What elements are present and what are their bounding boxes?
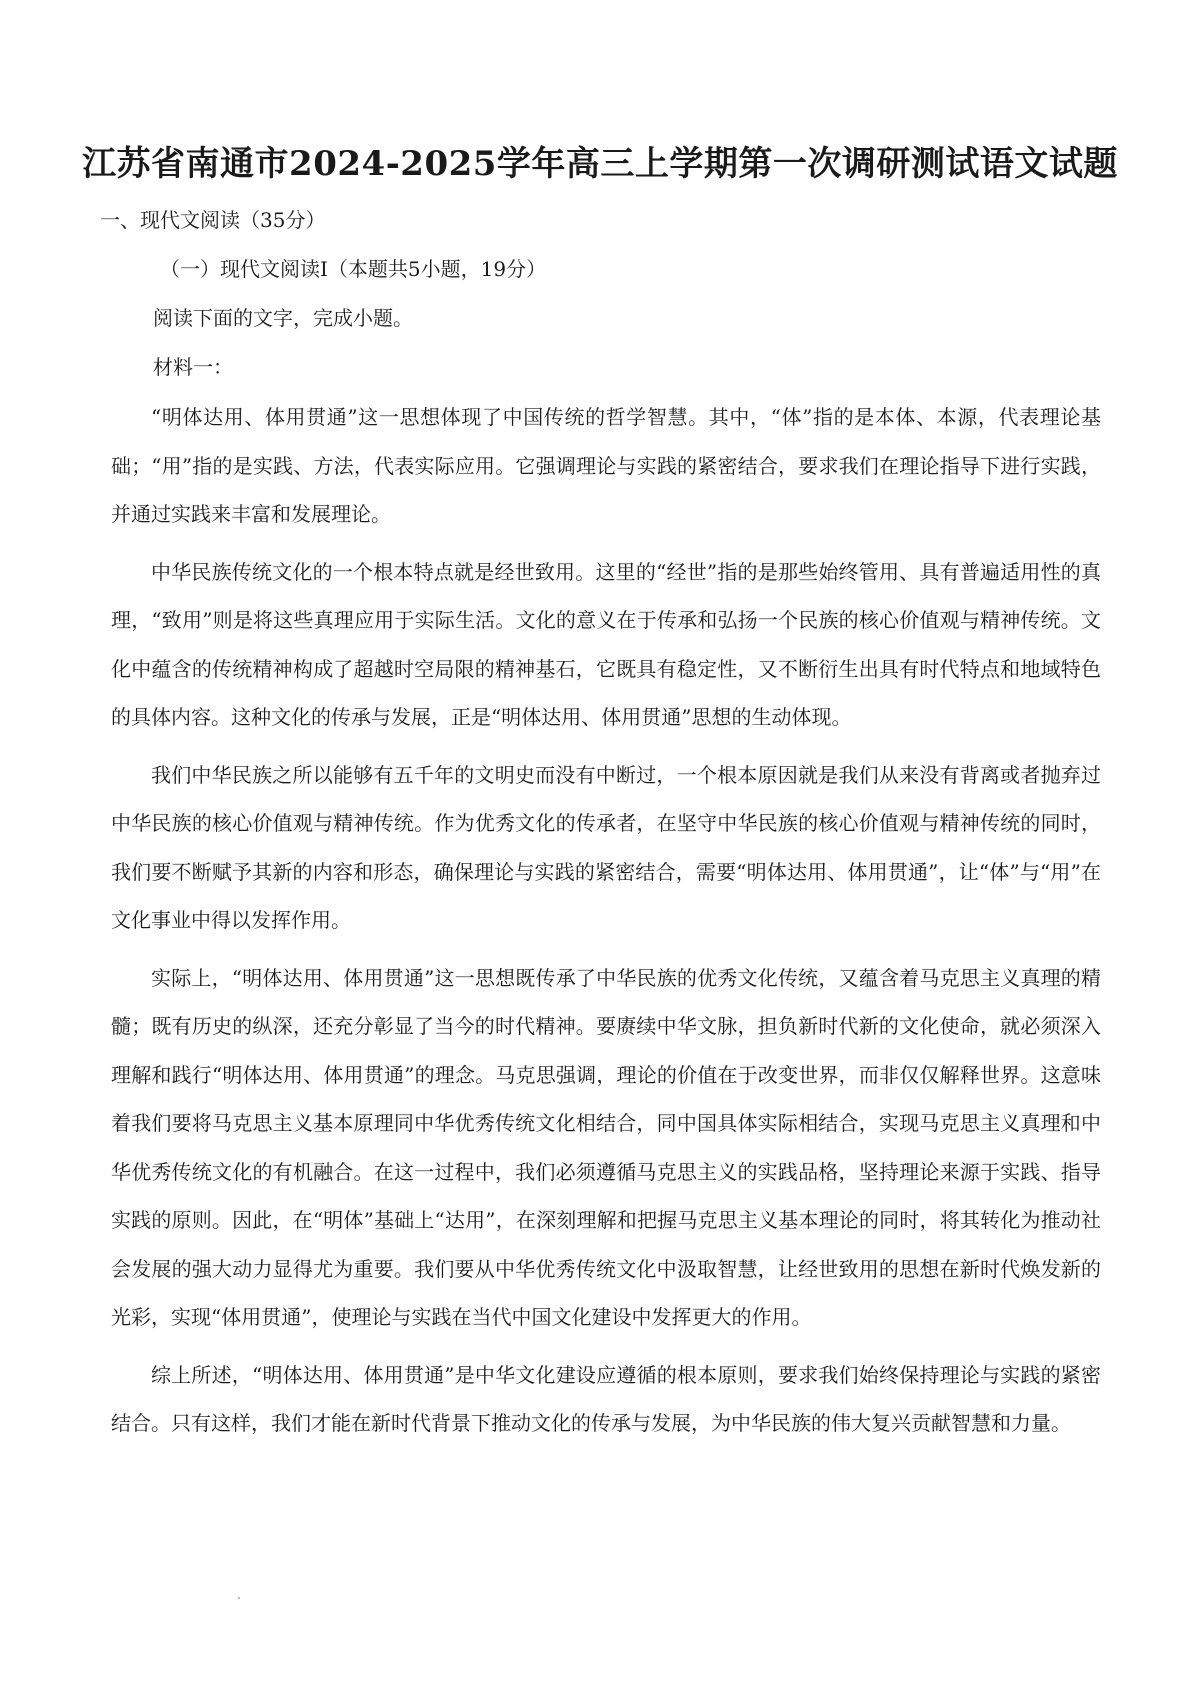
document-title: 江苏省南通市2024-2025学年高三上学期第一次调研测试语文试题 <box>82 144 1118 184</box>
paragraph: 我们中华民族之所以能够有五千年的文明史而没有中断过，一个根本原因就是我们从来没有背离或者抛弃过中华民族的核心价值观与精神传统。作为优秀文化的传承者，在坚守中华民族的核心价值观与精神传统的同时，我们要不断赋予其新的内容和形态，确保理论与实践的紧密结合，需要“明体达用、体用贯通”，让“体”与“用”在文化事业中得以发挥作用。 <box>111 762 1101 932</box>
paragraph: 综上所述，“明体达用、体用贯通”是中华文化建设应遵循的根本原则，要求我们始终保持理论与实践的紧密结合。只有这样，我们才能在新时代背景下推动文化的传承与发展，为中华民族的伟大复兴贡献智慧和力量。 <box>111 1362 1101 1435</box>
material-label: 材料一： <box>153 355 233 379</box>
paragraph: 中华民族传统文化的一个根本特点就是经世致用。这里的“经世”指的是那些始终管用、具有普遍适用性的真理，“致用”则是将这些真理应用于实际生活。文化的意义在于传承和弘扬一个民族的核心价值观与精神传统。文化中蕴含的传统精神构成了超越时空局限的精神基石，它既具有稳定性，又不断衍生出具有时代特点和地域特色的具体内容。这种文化的传承与发展，正是“明体达用、体用贯通”思想的生动体现。 <box>111 559 1101 729</box>
section-heading: 一、现代文阅读（35分） <box>100 208 326 232</box>
subsection-heading: （一）现代文阅读Ⅰ（本题共5小题，19分） <box>160 257 547 281</box>
material-body <box>111 393 1101 1457</box>
scan-speck <box>238 1597 240 1599</box>
paragraph: 实际上，“明体达用、体用贯通”这一思想既传承了中华民族的优秀文化传统，又蕴含着马克思主义真理的精髓；既有历史的纵深，还充分彰显了当今的时代精神。要赓续中华文脉，担负新时代新的文化使命，就必须深入理解和践行“明体达用、体用贯通”的理念。马克思强调，理论的价值在于改变世界，而非仅仅解释世界。这意味着我们要将马克思主义基本原理同中华优秀传统文化相结合，同中国具体实际相结合，实现马克思主义真理和中华优秀传统文化的有机融合。在这一过程中，我们必须遵循马克思主义的实践品格，坚持理论来源于实践、指导实践的原则。因此，在“明体”基础上“达用”，在深刻理解和把握马克思主义基本理论的同时，将其转化为推动社会发展的强大动力显得尤为重要。我们要从中华优秀传统文化中汲取智慧，让经世致用的思想在新时代焕发新的光彩，实现“体用贯通”，使理论与实践在当代中国文化建设中发挥更大的作用。 <box>111 965 1101 1329</box>
reading-instruction: 阅读下面的文字，完成小题。 <box>153 306 413 330</box>
paragraph: “明体达用、体用贯通”这一思想体现了中国传统的哲学智慧。其中，“体”指的是本体、本源，代表理论基础；“用”指的是实践、方法，代表实际应用。它强调理论与实践的紧密结合，要求我们在理论指导下进行实践，并通过实践来丰富和发展理论。 <box>111 405 1101 526</box>
